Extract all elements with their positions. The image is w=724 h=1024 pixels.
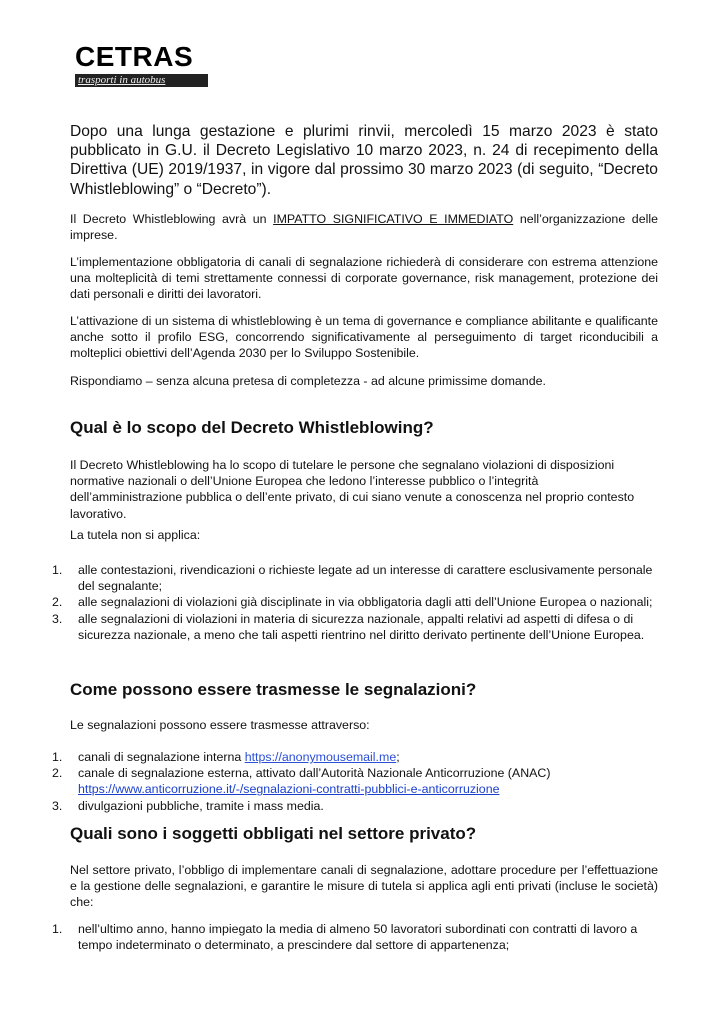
questions-intro: Rispondiamo – senza alcuna pretesa di completezza - ad alcune primissime domande. bbox=[70, 374, 546, 388]
transmission-list-intro: Le segnalazioni possono essere trasmesse attraverso: bbox=[70, 718, 370, 732]
anonymous-email-link[interactable]: https://anonymousemail.me bbox=[244, 750, 397, 764]
impact-text-before: Il Decreto Whistleblowing avrà un bbox=[70, 212, 274, 226]
esg-paragraph: L’attivazione di un sistema di whistleblowing è un tema di governance e compliance abilitante e qualificante anche sotto il profilo ESG, concorrendo significativamente al perseguimento di target riconducibili a molteplici obiettivi dell’Agenda 2030 per lo Sviluppo Sostenibile. bbox=[70, 314, 658, 361]
list-item: 3. divulgazioni pubbliche, tramite i mass media. bbox=[52, 798, 324, 813]
list-item: 3. alle segnalazioni di violazioni in materia di sicurezza nazionale, appalti relativi ad aspetti di difesa o di sicurezza nazionale, a meno che tali aspetti rientrino nel diritto derivato pertinente dell’Unione Europea. bbox=[52, 611, 645, 642]
logo-title: CETRAS bbox=[75, 41, 194, 72]
scope-list-intro: La tutela non si applica: bbox=[70, 528, 201, 542]
obligated-paragraph: Nel settore privato, l’obbligo di implementare canali di segnalazione, adottare procedure per l’effettuazione e la gestione delle segnalazioni, e garantire le misure di tutela si applica agli enti privati (incluse le società) che: bbox=[70, 863, 658, 910]
heading-obligated-subjects: Quali sono i soggetti obbligati nel settore privato? bbox=[70, 824, 477, 843]
list-item: 1. canali di segnalazione interna https://anonymousemail.me; bbox=[52, 750, 400, 764]
list-item: 2. canale di segnalazione esterna, attivato dall’Autorità Nazionale Anticorruzione (ANAC) https://www.anticorruzione.it/-/segnalazioni-contratti-pubblici-e-anticorruzione bbox=[52, 766, 551, 797]
transmission-channels-list bbox=[52, 749, 658, 814]
impact-text-after: nell’organizzazione delle imprese. bbox=[70, 212, 658, 243]
impact-paragraph bbox=[70, 211, 658, 243]
impact-underlined: IMPATTO SIGNIFICATIVO E IMMEDIATO bbox=[273, 212, 514, 226]
anac-link[interactable]: https://www.anticorruzione.it/-/segnalazioni-contratti-pubblici-e-anticorruzione bbox=[78, 782, 500, 797]
logo-subtitle: trasporti in autobus bbox=[75, 74, 208, 87]
implementation-paragraph: L’implementazione obbligatoria di canali di segnalazione richiederà di considerare con estrema attenzione una molteplicità di temi strettamente connessi di corporate governance, risk management, protezione dei dati personali e diritti dei lavoratori. bbox=[70, 255, 658, 302]
list-item: 1. alle contestazioni, rivendicazioni o richieste legate ad un interesse di carattere esclusivamente personale del segnalante; bbox=[52, 563, 653, 594]
scope-paragraph: Il Decreto Whistleblowing ha lo scopo di tutelare le persone che segnalano violazioni di disposizioni normative nazionali o dell’Unione Europea che ledono l’interesse pubblico o l’integrità dell’amministrazione pubblica o dell’ente privato, di cui siano venute a conoscenza nel proprio contesto lavorativo. bbox=[70, 458, 635, 521]
list-item: 1. nell’ultimo anno, hanno impiegato la media di almeno 50 lavoratori subordinati con contratti di lavoro a tempo indeterminato o determinato, a prescindere dal settore di appartenenza; bbox=[52, 922, 638, 953]
obligated-criteria-list bbox=[52, 921, 658, 953]
scope-exclusions-list bbox=[52, 562, 658, 643]
heading-transmission: Come possono essere trasmesse le segnalazioni? bbox=[70, 680, 477, 699]
intro-paragraph: Dopo una lunga gestazione e plurimi rinvii, mercoledì 15 marzo 2023 è stato pubblicato in G.U. il Decreto Legislativo 10 marzo 2023, n. 24 di recepimento della Direttiva (UE) 2019/1937, in vigore dal prossimo 30 marzo 2023 (di seguito, “Decreto Whistleblowing” o “Decreto”). bbox=[70, 123, 658, 198]
company-logo bbox=[75, 42, 208, 87]
list-item: 2. alle segnalazioni di violazioni già disciplinate in via obbligatoria dagli atti dell’Unione Europea o nazionali; bbox=[52, 595, 653, 610]
heading-scope: Qual è lo scopo del Decreto Whistleblowing? bbox=[70, 418, 434, 437]
